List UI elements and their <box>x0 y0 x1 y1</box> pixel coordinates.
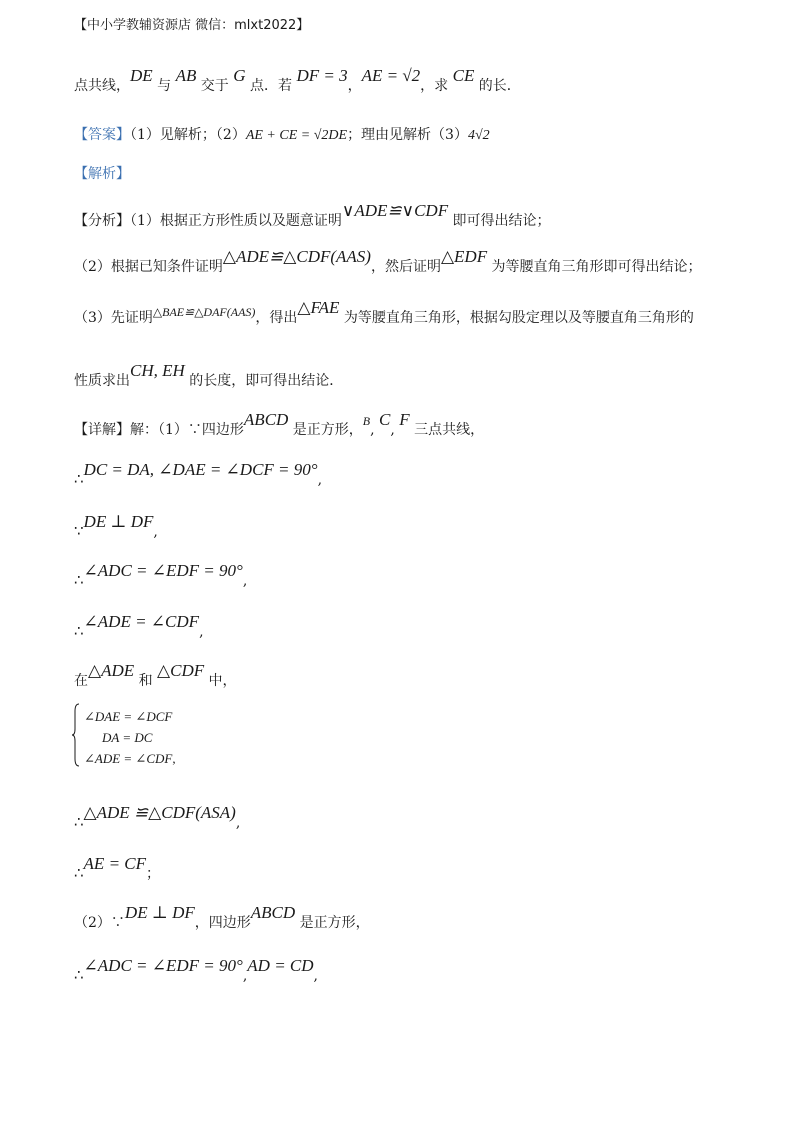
detail-line-6: 在△ADE 和 △CDF 中， <box>74 661 237 689</box>
detail-line-8: ∴AE = CF； <box>74 854 161 882</box>
analysis-line-2: （2）根据已知条件证明△ADE≌△CDF(AAS)，然后证明△EDF 为等腰直角三角形即可得出结论； <box>74 247 702 275</box>
detail-line-1: 【详解】解：（1）∵四边形ABCD 是正方形，B, C, F 三点共线， <box>74 410 485 438</box>
analysis-line-4: 性质求出CH, EH 的长度，即可得出结论． <box>74 361 344 389</box>
detail-line-4: ∴∠ADC = ∠EDF = 90°, <box>74 561 248 589</box>
detail-line-10: ∴∠ADC = ∠EDF = 90°,AD = CD, <box>74 956 318 984</box>
system-eq-2: DA = DC <box>102 730 153 745</box>
system-eq-3: ∠ADE = ∠CDF, <box>84 751 176 766</box>
system-eq-1: ∠DAE = ∠DCF <box>84 709 173 724</box>
analysis-line-3: （3）先证明△BAE≌△DAF(AAS)，得出△FAE 为等腰直角三角形，根据勾股定理以及等腰直角三角形的 <box>74 298 694 326</box>
answer-line: 【答案】（1）见解析；（2）AE + CE = √2DE；理由见解析（3）4√2 <box>74 127 490 143</box>
detail-line-3: ∵DE ⊥ DF, <box>74 512 158 540</box>
detail-line-2: ∴DC = DA, ∠DAE = ∠DCF = 90°, <box>74 460 323 488</box>
page-header: 【中小学教辅资源店 微信：mlxt2022】 <box>74 18 310 33</box>
analysis-label: 【解析】 <box>74 166 130 182</box>
left-brace-icon <box>72 703 80 767</box>
detail-line-7: ∴△ADE ≌△CDF(ASA), <box>74 803 241 831</box>
analysis-line-1: 【分析】（1）根据正方形性质以及题意证明∨ADE≌∨CDF 即可得出结论； <box>74 201 551 229</box>
question-line: 点共线，DE 与 AB 交于 G 点．若 DF = 3，AE = √2，求 CE 的长． <box>74 66 521 94</box>
detail-line-5: ∴∠ADE = ∠CDF, <box>74 612 204 640</box>
detail-line-9: （2）∵DE ⊥ DF，四边形ABCD 是正方形， <box>74 903 370 931</box>
